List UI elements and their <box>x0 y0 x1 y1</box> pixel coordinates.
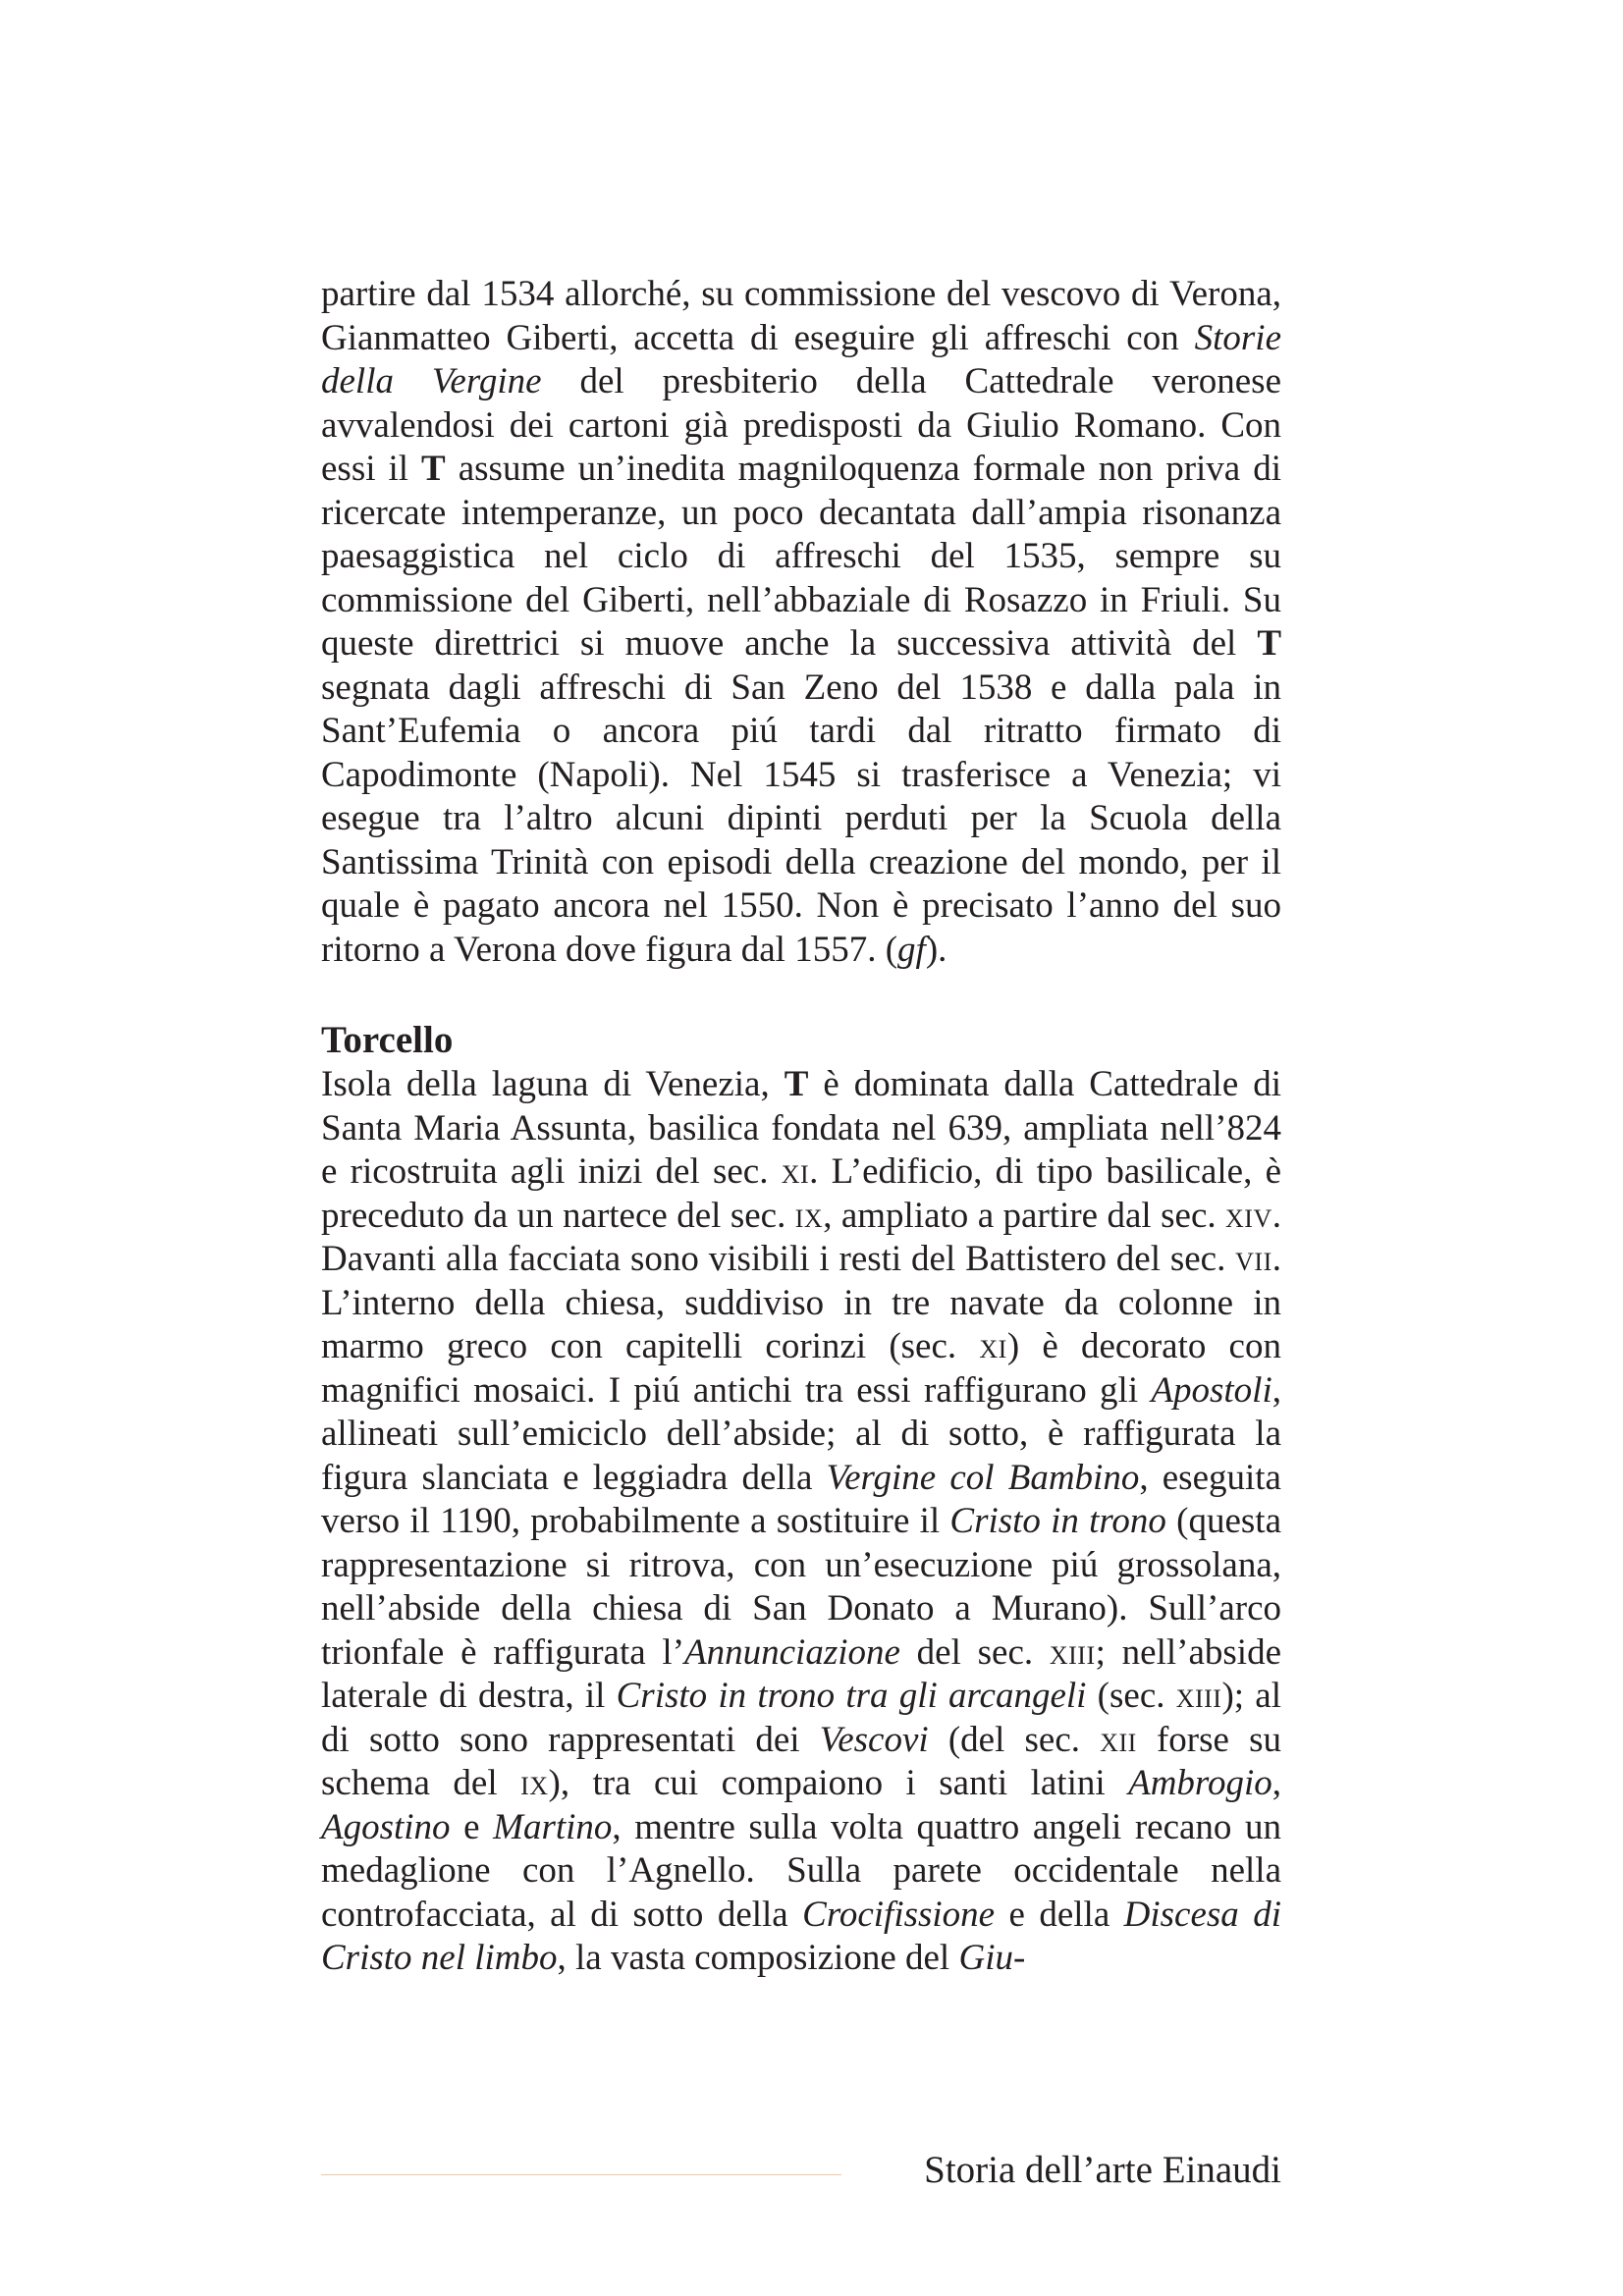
bold-text: T <box>784 1064 809 1104</box>
text-run: . Davanti alla facciata sono visibili i resti del Battistero del sec. <box>321 1195 1281 1279</box>
text-run: , mentre sulla volta quattro angeli recano un medaglione con l’Agnello. Sulla parete occidentale nella controfacciata, al di sotto della <box>321 1806 1281 1935</box>
italic-text: Ambrogio <box>1128 1763 1272 1803</box>
text-run: (del sec. <box>928 1719 1101 1760</box>
paragraph-previous-entry-end <box>321 273 1281 972</box>
italic-text: Storie della Vergine <box>321 317 1281 401</box>
text-run: ); al di sotto sono rappresentati dei <box>321 1676 1281 1760</box>
roman-numeral: ix <box>794 1195 824 1236</box>
text-run: del sec. <box>899 1631 1050 1673</box>
roman-numeral: xi <box>781 1151 810 1192</box>
text-run: . L’edificio, di tipo basilicale, è preceduto da un nartece del sec. <box>321 1151 1281 1236</box>
text-run: , <box>1271 1763 1281 1803</box>
roman-numeral: ix <box>520 1763 549 1803</box>
text-column <box>321 273 1281 1981</box>
text-run: ), tra cui compaiono i santi latini <box>548 1763 1129 1803</box>
paragraph-torcello <box>321 1063 1281 1981</box>
italic-text: Agostino <box>321 1806 451 1847</box>
italic-text: Giu- <box>958 1938 1026 1978</box>
italic-text: Martino <box>493 1806 613 1847</box>
italic-text: gf <box>897 929 926 970</box>
roman-numeral: xiii <box>1175 1676 1222 1716</box>
roman-numeral: vii <box>1235 1239 1272 1279</box>
text-run: è dominata dalla Cattedrale di Santa Maria Assunta, basilica fondata nel 639, ampliata nell’824 e ricostruita agli inizi del sec. <box>321 1064 1281 1192</box>
text-run: . L’interno della chiesa, suddiviso in tre navate da colonne in marmo greco con capitelli corinzi (sec. <box>321 1239 1281 1366</box>
italic-text: Annunciazione <box>684 1631 900 1673</box>
page-footer <box>321 2148 1281 2197</box>
italic-text: Vergine col Bambino <box>826 1457 1140 1498</box>
text-run: ; nell’abside laterale di destra, il <box>321 1631 1281 1716</box>
text-run: assume un’inedita magniloquenza formale non priva di ricercate intemperanze, un poco decantata dall’ampia risonanza paesaggistica nel ciclo di affreschi del 1535, sempre su commissione del Giberti, nell’abbaziale di Rosazzo in Friuli. Su queste direttrici si muove anche la successiva attività del <box>321 449 1281 664</box>
text-run: , allineati sull’emiciclo dell’abside; al di sotto, è raffigurata la figura slanciata e leggiadra della <box>321 1369 1281 1498</box>
bold-text: T <box>421 449 446 489</box>
text-run: ). <box>925 929 947 970</box>
text-run: (sec. <box>1086 1676 1176 1716</box>
text-run: Isola della laguna di Venezia, <box>321 1064 784 1104</box>
italic-text: Apostoli <box>1151 1369 1272 1411</box>
text-run: e <box>450 1806 494 1847</box>
text-run: (questa rappresentazione si ritrova, con un’esecuzione piú grossolana, nell’abside della chiesa di San Donato a Murano). Sull’arco trionfale è raffigurata l’ <box>321 1501 1281 1673</box>
roman-numeral: xiii <box>1049 1631 1096 1673</box>
italic-text: Crocifissione <box>802 1894 996 1935</box>
footer-rule <box>321 2174 841 2175</box>
italic-text: Cristo in trono <box>949 1501 1166 1541</box>
italic-text: Vescovi <box>819 1719 929 1760</box>
text-run: , eseguita verso il 1190, probabilmente a sostituire il <box>321 1457 1281 1541</box>
footer-publisher: Storia dell’arte Einaudi <box>924 2149 1281 2191</box>
text-run: ) è decorato con magnifici mosaici. I piú antichi tra essi raffigurano gli <box>321 1326 1281 1411</box>
italic-text: Cristo in trono tra gli arcangeli <box>616 1676 1087 1716</box>
roman-numeral: xii <box>1100 1719 1137 1760</box>
text-run: partire dal 1534 allorché, su commissione del vescovo di Verona, Gianmatteo Giberti, accetta di eseguire gli affreschi con <box>321 274 1281 358</box>
text-run: , ampliato a partire dal sec. <box>823 1195 1226 1236</box>
roman-numeral: xi <box>979 1326 1007 1366</box>
entry-heading-torcello: Torcello <box>321 1019 454 1061</box>
text-run: , la vasta composizione del <box>557 1938 959 1978</box>
text-run: e della <box>995 1894 1124 1935</box>
text-run: del presbiterio della Cattedrale veronese avvalendosi dei cartoni già predisposti da Giulio Romano. Con essi il <box>321 361 1281 489</box>
text-run: forse su schema del <box>321 1719 1281 1803</box>
bold-text: T <box>1257 623 1281 664</box>
text-run: segnata dagli affreschi di San Zeno del 1538 e dalla pala in Sant’Eufemia o ancora piú tardi dal ritratto firmato di Capodimonte (Napoli). Nel 1545 si trasferisce a Venezia; vi esegue tra l’altro alcuni dipinti perduti per la Scuola della Santissima Trinità con episodi della creazione del mondo, per il quale è pagato ancora nel 1550. Non è precisato l’anno del suo ritorno a Verona dove figura dal 1557. ( <box>321 667 1281 970</box>
italic-text: Discesa di Cristo nel limbo <box>321 1894 1281 1978</box>
roman-numeral: xiv <box>1225 1195 1272 1236</box>
